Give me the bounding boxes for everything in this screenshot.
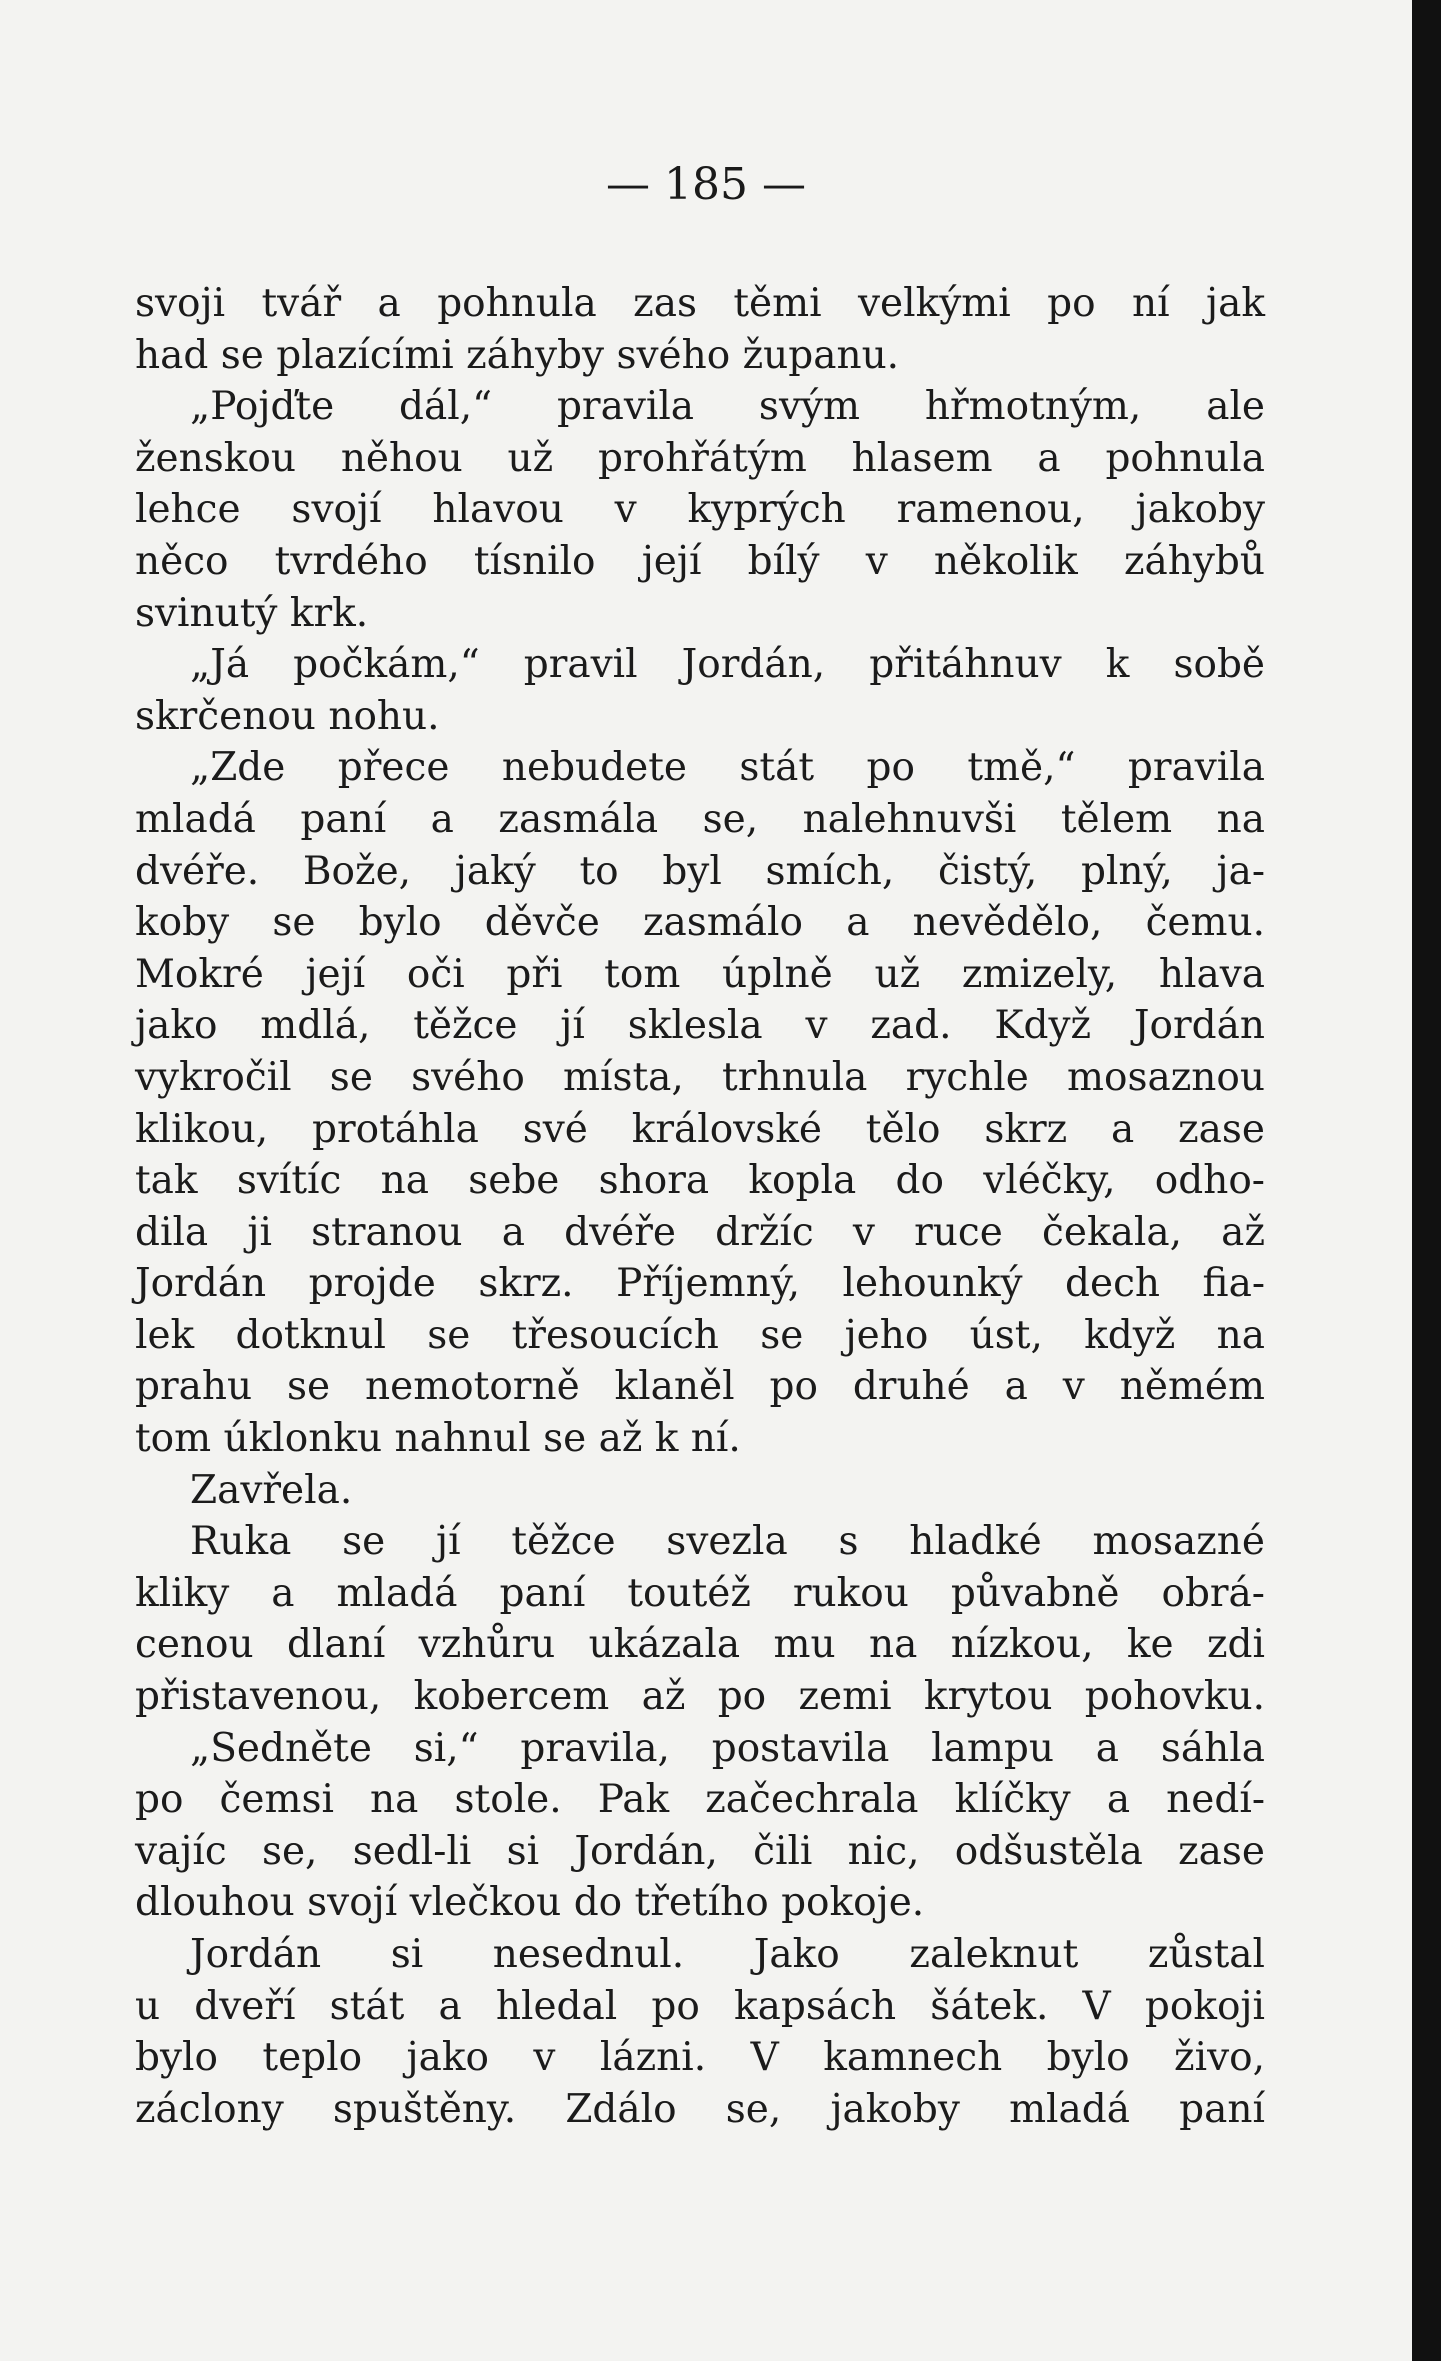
- page-number: — 185 —: [606, 159, 806, 210]
- body-text: [135, 278, 1265, 2135]
- text-line: tak svítíc na sebe shora kopla do vléčky, odho-: [135, 1158, 1265, 1204]
- text-line: „Pojďte dál,“ pravila svým hřmotným, ale: [190, 384, 1265, 430]
- scan-edge: [1412, 0, 1441, 2361]
- text-line: dila ji stranou a dvéře držíc v ruce čekala, až: [135, 1209, 1265, 1255]
- text-line: dvéře. Bože, jaký to byl smích, čistý, plný, ja-: [135, 848, 1265, 894]
- text-line: lehce svojí hlavou v kyprých ramenou, jakoby: [135, 487, 1265, 533]
- text-line: jako mdlá, těžce jí sklesla v zad. Když Jordán: [135, 1003, 1265, 1049]
- text-line: dlouhou svojí vlečkou do třetího pokoje.: [135, 1880, 925, 1926]
- text-line: prahu se nemotorně klaněl po druhé a v němém: [135, 1364, 1265, 1410]
- text-line: klikou, protáhla své královské tělo skrz a zase: [135, 1106, 1265, 1152]
- text-line: koby se bylo děvče zasmálo a nevědělo, čemu.: [135, 900, 1265, 946]
- text-line: svinutý krk.: [135, 590, 369, 636]
- text-line: záclony spuštěny. Zdálo se, jakoby mladá paní: [135, 2086, 1265, 2132]
- text-line: svoji tvář a pohnula zas těmi velkými po ní jak: [135, 281, 1265, 326]
- text-line: Zavřela.: [190, 1467, 353, 1513]
- text-line: cenou dlaní vzhůru ukázala mu na nízkou, ke zdi: [135, 1622, 1265, 1668]
- text-line: něco tvrdého tísnilo její bílý v několik záhybů: [135, 538, 1265, 584]
- text-line: bylo teplo jako v lázni. V kamnech bylo živo,: [135, 2035, 1265, 2081]
- text-line: přistavenou, kobercem až po zemi krytou pohovku.: [135, 1674, 1265, 1720]
- text-line: u dveří stát a hledal po kapsách šátek. V pokoji: [135, 1983, 1265, 2029]
- text-line: kliky a mladá paní toutéž rukou půvabně obrá-: [135, 1570, 1265, 1616]
- text-line: Mokré její oči při tom úplně už zmizely, hlava: [135, 951, 1265, 997]
- text-line: „Já počkám,“ pravil Jordán, přitáhnuv k sobě: [190, 642, 1265, 688]
- text-line: vajíc se, sedl-li si Jordán, čili nic, odšustěla zase: [135, 1828, 1265, 1874]
- text-line: „Sedněte si,“ pravila, postavila lampu a sáhla: [190, 1725, 1265, 1771]
- text-line: po čemsi na stole. Pak začechrala klíčky a nedí-: [135, 1777, 1265, 1823]
- text-line: ženskou něhou už prohřátým hlasem a pohnula: [135, 435, 1265, 481]
- text-line: had se plazícími záhyby svého županu.: [135, 332, 900, 378]
- text-line: skrčenou nohu.: [135, 693, 440, 739]
- text-line: lek dotknul se třesoucích se jeho úst, když na: [135, 1312, 1265, 1358]
- text-line: vykročil se svého místa, trhnula rychle mosaznou: [135, 1054, 1265, 1100]
- text-line: Ruka se jí těžce svezla s hladké mosazné: [190, 1519, 1265, 1565]
- text-line: Jordán projde skrz. Příjemný, lehounký dech fia-: [135, 1261, 1265, 1307]
- text-line: „Zde přece nebudete stát po tmě,“ pravila: [190, 745, 1265, 791]
- text-line: Jordán si nesednul. Jako zaleknut zůstal: [190, 1932, 1265, 1977]
- text-line: tom úklonku nahnul se až k ní.: [135, 1416, 741, 1462]
- text-line: mladá paní a zasmála se, nalehnuvši tělem na: [135, 796, 1265, 842]
